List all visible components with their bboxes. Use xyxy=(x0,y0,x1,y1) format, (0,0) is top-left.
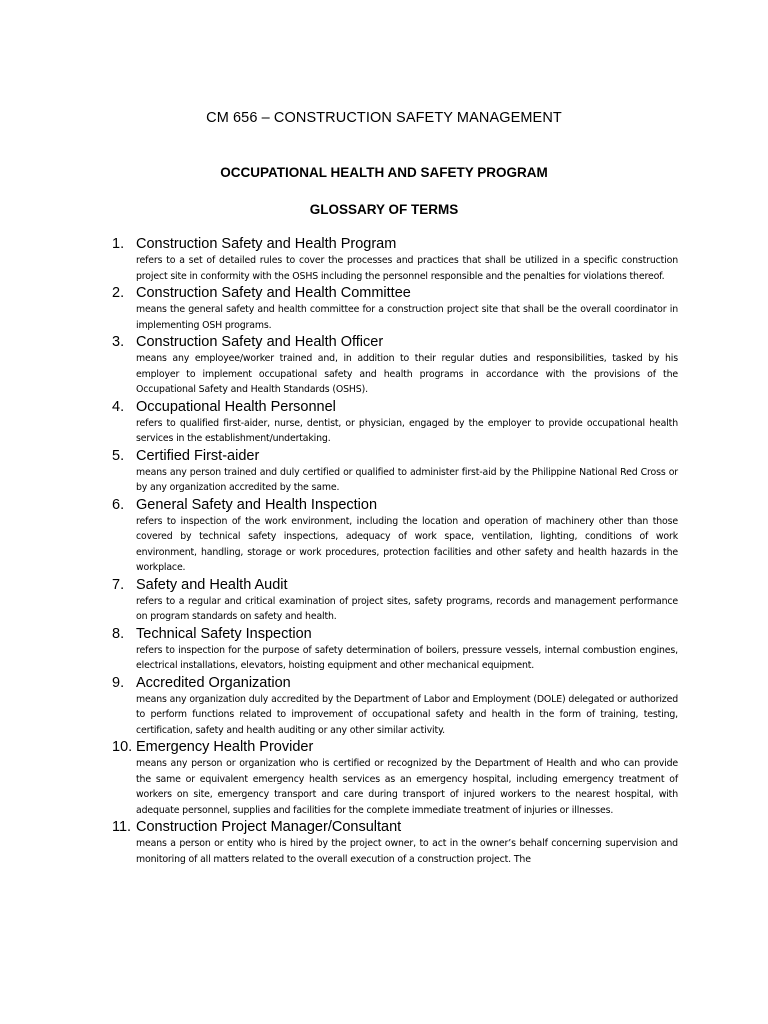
term-definition: refers to a set of detailed rules to cover the processes and practices that shall be utilized in a specific construction project site in conformity with the OSHS including the personnel responsible and the penalties for violations thereof. xyxy=(136,255,678,282)
glossary-term xyxy=(112,399,678,447)
glossary-term xyxy=(112,819,678,867)
term-definition: refers to inspection for the purpose of safety determination of boilers, pressure vessels, internal combustion engines, electrical installations, elevators, hoisting equipment and other mechanical equipment. xyxy=(136,644,678,671)
term-definition: means any person or organization who is certified or recognized by the Department of Health and who can provide the same or equivalent emergency health services as an emergency hospital, including emergency treatment of workers on site, emergency transport and care during transport of injured workers to the nearest hospital, with adequate personnel, supplies and facilities for the complete immediate treatment of injuries or illnesses. xyxy=(136,758,678,816)
term-title: Construction Safety and Health Officer xyxy=(136,334,384,350)
term-title: Construction Safety and Health Program xyxy=(136,236,397,252)
glossary-term xyxy=(112,236,678,284)
glossary-term xyxy=(112,497,678,576)
glossary-term xyxy=(112,285,678,333)
glossary-title: GLOSSARY OF TERMS xyxy=(309,202,459,217)
term-number: 9. xyxy=(112,674,125,691)
term-number: 11. xyxy=(112,819,132,835)
term-title: Certified First-aider xyxy=(136,447,260,464)
glossary-term xyxy=(112,334,678,398)
glossary-list xyxy=(112,236,678,868)
term-definition: refers to a regular and critical examination of project sites, safety programs, records and management performance on program standards on safety and health. xyxy=(136,595,678,622)
term-definition: means any person trained and duly certified or qualified to administer first-aid by the Philippine National Red Cross or by any organization accredited by the same. xyxy=(136,466,678,493)
glossary-term xyxy=(112,448,678,496)
term-number: 8. xyxy=(112,625,125,642)
course-title: CM 656 – CONSTRUCTION SAFETY MANAGEMENT xyxy=(206,110,562,126)
glossary-term xyxy=(112,577,678,625)
program-title: OCCUPATIONAL HEALTH AND SAFETY PROGRAM xyxy=(220,165,548,180)
term-title: General Safety and Health Inspection xyxy=(136,496,378,513)
term-title: Emergency Health Provider xyxy=(136,739,314,755)
term-number: 2. xyxy=(112,285,125,301)
term-definition: means the general safety and health committee for a construction project site that shall be the overall coordinator in implementing OSH programs. xyxy=(136,304,678,331)
term-title: Construction Safety and Health Committee xyxy=(136,285,411,301)
term-title: Construction Project Manager/Consultant xyxy=(136,819,402,835)
glossary-term xyxy=(112,626,678,674)
glossary-term xyxy=(112,739,678,818)
term-number: 4. xyxy=(112,398,125,415)
term-title: Occupational Health Personnel xyxy=(136,398,336,415)
term-number: 1. xyxy=(112,236,125,252)
term-number: 5. xyxy=(112,447,125,464)
term-definition: means any employee/worker trained and, in addition to their regular duties and responsibilities, tasked by his employer to implement occupational safety and health programs in accordance with the provisions of the Occupational Safety and Health Standards (OSHS). xyxy=(136,353,678,395)
term-title: Safety and Health Audit xyxy=(136,576,288,593)
term-title: Accredited Organization xyxy=(136,674,291,691)
term-definition: means a person or entity who is hired by the project owner, to act in the owner’s behalf concerning supervision and monitoring of all matters related to the overall execution of a construction project. The xyxy=(136,838,678,865)
term-definition: refers to inspection of the work environment, including the location and operation of machinery other than those covered by technical safety inspections, adequacy of work space, ventilation, lighting, conditions of work environment, handling, storage or work procedures, protection facilities and other safety and health hazards in the workplace. xyxy=(136,515,678,573)
term-definition: refers to qualified first-aider, nurse, dentist, or physician, engaged by the employer to provide occupational health services in the establishment/undertaking. xyxy=(136,417,678,444)
term-definition: means any organization duly accredited by the Department of Labor and Employment (DOLE) delegated or authorized to perform functions related to improvement of occupational safety and health in the form of training, testing, certification, safety and health auditing or any other similar activity. xyxy=(136,693,678,736)
glossary-term xyxy=(112,675,678,739)
term-number: 7. xyxy=(112,576,125,593)
term-number: 10. xyxy=(112,739,133,755)
term-title: Technical Safety Inspection xyxy=(136,625,312,642)
term-number: 6. xyxy=(112,496,125,513)
term-number: 3. xyxy=(112,334,125,350)
